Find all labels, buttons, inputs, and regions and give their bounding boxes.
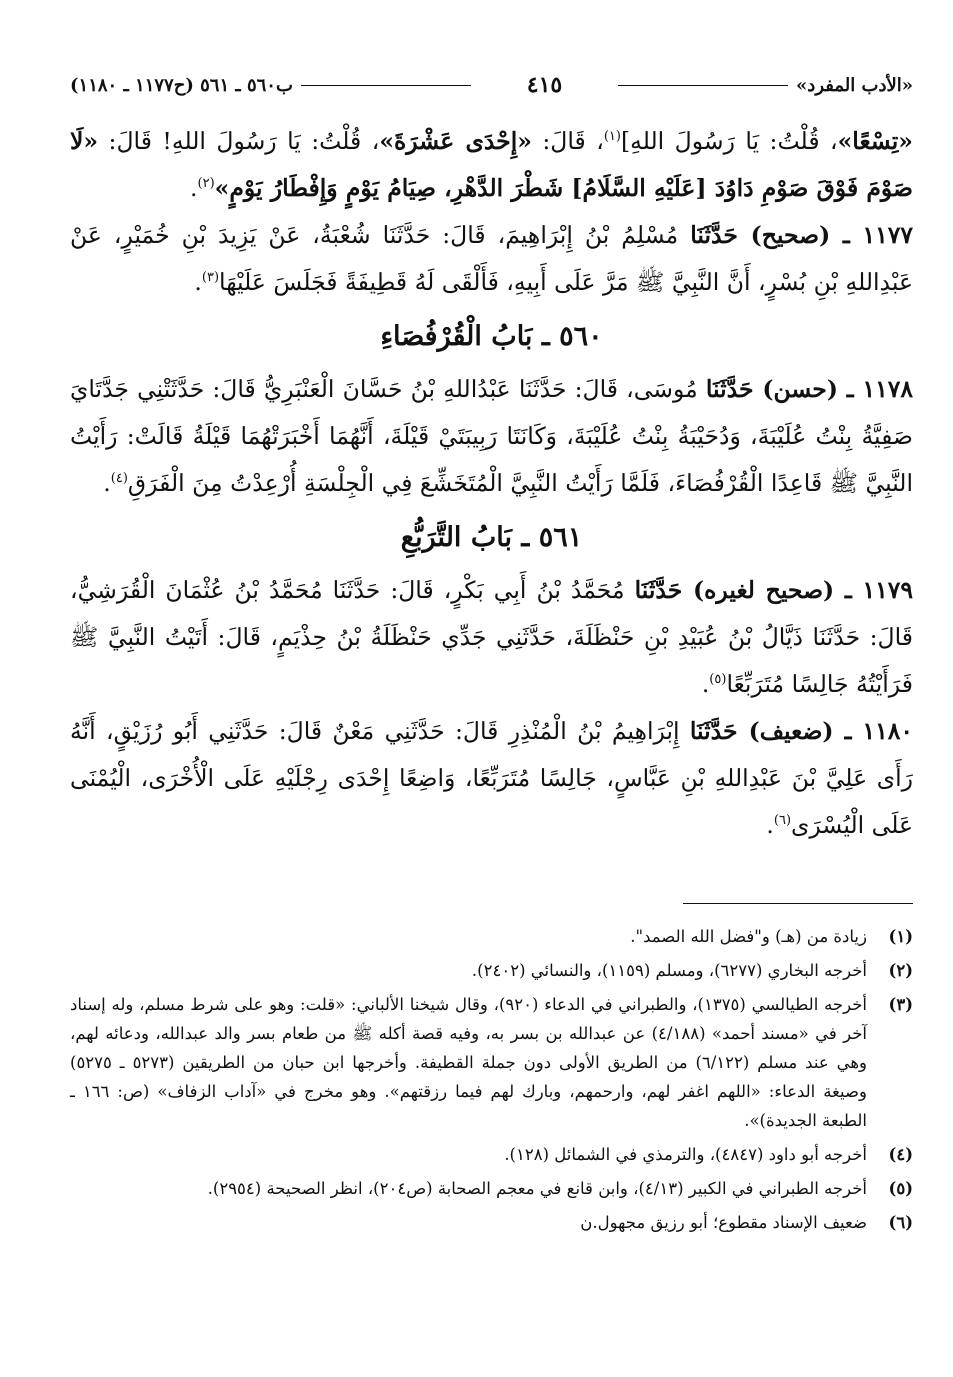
section-range: ب٥٦٠ ـ ٥٦١ (ح١١٧٧ ـ ١١٨٠) bbox=[70, 75, 479, 96]
hadith-paragraph bbox=[70, 118, 913, 212]
footnote-item bbox=[70, 1174, 913, 1203]
header-rule-left bbox=[301, 85, 471, 86]
bold-text: حَدَّثَنَا bbox=[705, 375, 754, 403]
footnote-text: ضعيف الإسناد مقطوع؛ أبو رزيق مجهول.ن bbox=[580, 1213, 867, 1232]
bold-text: حَدَّثَنَا bbox=[689, 717, 738, 745]
footnote-item bbox=[70, 956, 913, 985]
bold-text: ١١٧٨ ـ (حسن) bbox=[753, 375, 913, 403]
page-number: ٤١٥ bbox=[526, 72, 563, 98]
footnote-number: (٦) bbox=[888, 1213, 913, 1232]
footnotes bbox=[70, 922, 913, 1242]
chapter-heading: ٥٦٠ ـ بَابُ الْقُرْفُصَاءِ bbox=[380, 321, 603, 352]
footnote-number: (٣) bbox=[888, 995, 913, 1014]
footnote-text: أخرجه البخاري (٦٢٧٧)، ومسلم (١١٥٩)، والنسائي (٢٤٠٢). bbox=[471, 961, 867, 980]
text-run: مُسْلِمُ بْنُ إِبْرَاهِيمَ، قَالَ: حَدَّثَنَا شُعْبَةُ، عَنْ يَزِيدَ بْنِ خُمَيْرٍ، عَنْ عَبْدِاللهِ بْنِ بُسْرٍ، أَنَّ النَّبِيَّ ﷺ مَرَّ عَلَى أَبِيهِ، فَأَلْقَى لَهُ قَطِيفَةً فَجَلَسَ عَلَيْهَا bbox=[70, 221, 913, 296]
text-run: ، قُلْتُ: يَا رَسُولَ اللهِ! قَالَ: bbox=[98, 127, 380, 155]
text-run: . bbox=[194, 268, 202, 296]
bold-text: ١١٧٧ ـ (صحيح) bbox=[737, 221, 914, 249]
footnote-separator bbox=[683, 903, 913, 904]
footnote-text: أخرجه أبو داود (٤٨٤٧)، والترمذي في الشمائل (١٢٨). bbox=[504, 1145, 867, 1164]
bold-text: حَدَّثَنَا bbox=[690, 221, 738, 249]
footnote-item bbox=[70, 990, 913, 1135]
page-header bbox=[70, 68, 913, 102]
hadith-paragraph bbox=[70, 212, 913, 306]
book-page bbox=[70, 60, 913, 1350]
bold-text: حَدَّثَنَا bbox=[634, 576, 683, 604]
footnote-number: (٥) bbox=[888, 1179, 913, 1198]
hadith-paragraph bbox=[70, 366, 913, 507]
footnote-ref: (٣) bbox=[201, 270, 220, 286]
text-run: . bbox=[766, 811, 774, 839]
footnote-text: زيادة من (هـ) و"فضل الله الصمد". bbox=[630, 927, 867, 946]
main-text bbox=[70, 118, 913, 849]
text-run: إِبْرَاهِيمُ بْنُ الْمُنْذِرِ قَالَ: حَدَّثَنِي مَعْنٌ قَالَ: حَدَّثَنِي أَبُو رُزَيْقٍ، أَنَّهُ رَأَى عَلِيَّ بْنَ عَبْدِاللهِ بْنِ عَبَّاسٍ، جَالِسًا مُتَرَبِّعًا، وَاضِعًا إِحْدَى رِجْلَيْهِ عَلَى الْأُخْرَى، الْيُمْنَى عَلَى الْيُسْرَى bbox=[70, 717, 913, 839]
footnote-item bbox=[70, 922, 913, 951]
book-title: «الأدب المفرد» bbox=[610, 75, 913, 96]
footnote-text: أخرجه الطبراني في الكبير (٤/١٣)، وابن قانع في معجم الصحابة (ص٢٠٤)، انظر الصحيحة (٢٩٥٤). bbox=[207, 1179, 867, 1198]
footnote-item bbox=[70, 1208, 913, 1237]
footnote-ref: (١) bbox=[603, 129, 621, 145]
footnote-ref: (٢) bbox=[197, 176, 215, 192]
footnote-ref: (٥) bbox=[709, 672, 727, 688]
bold-text: «تِسْعًا» bbox=[837, 127, 913, 155]
bold-text: ١١٨٠ ـ (ضعيف) bbox=[737, 717, 913, 745]
footnote-ref: (٤) bbox=[110, 471, 128, 487]
text-run: مُوسَى، قَالَ: حَدَّثَنَا عَبْدُاللهِ بْنُ حَسَّانَ الْعَنْبَرِيُّ قَالَ: حَدَّثَتْنِي جَدَّتَايَ صَفِيَّةُ بِنْتُ عُلَيْبَةَ، وَدُحَيْبَةُ بِنْتُ عُلَيْبَةَ، وَكَانَتَا رَبِيبَتَيْ قَيْلَةَ، أَنَّهُمَا أَخْبَرَتْهُمَا قَيْلَةُ قَالَتْ: رَأَيْتُ النَّبِيَّ ﷺ قَاعِدًا الْقُرْفُصَاءَ، فَلَمَّا رَأَيْتُ النَّبِيَّ الْمُتَخَشِّعَ فِي الْجِلْسَةِ أُرْعِدْتُ مِنَ الْفَرَقِ bbox=[70, 375, 913, 497]
footnote-ref: (٦) bbox=[773, 813, 792, 829]
text-run: . bbox=[701, 670, 710, 698]
footnote-text: أخرجه الطيالسي (١٣٧٥)، والطبراني في الدعاء (٩٢٠)، وقال شيخنا الألباني: «قلت: وهو على شرط مسلم، وله إسناد آخر في «مسند أحمد» (٤/١٨٨) عن عبدالله بن بسر به، وفيه قصة أكله ﷺ من طعام بسر والد عبدالله، ودعائه لهم، وهي عند مسلم (٦/١٢٢) من الطريق الأولى دون جملة القطيفة. وأخرجها ابن حبان من الطريقين (٥٢٧٣ ـ ٥٢٧٥) وصيغة الدعاء: «اللهم اغفر لهم، وارحمهم، وبارك لهم فيما رزقتهم». وهو مخرج في «آداب الزفاف» (ص: ١٦٦ ـ الطبعة الجديدة)». bbox=[70, 995, 867, 1130]
bold-text: ١١٧٩ ـ (صحيح لغيره) bbox=[682, 576, 913, 604]
text-run: . bbox=[190, 174, 198, 202]
footnote-item bbox=[70, 1140, 913, 1169]
text-run: . bbox=[103, 469, 111, 497]
footnote-number: (٤) bbox=[888, 1145, 913, 1164]
text-run: مُحَمَّدُ بْنُ أَبِي بَكْرٍ، قَالَ: حَدَّثَنَا مُحَمَّدُ بْنُ عُثْمَانَ الْقُرَشِيُّ، قَالَ: حَدَّثَنَا ذَيَّالُ بْنُ عُبَيْدِ بْنِ حَنْظَلَةَ، حَدَّثَنِي جَدِّي حَنْظَلَةُ بْنُ حِذْيَمٍ، قَالَ: أَتَيْتُ النَّبِيَّ ﷺ فَرَأَيْتُهُ جَالِسًا مُتَرَبِّعًا bbox=[70, 576, 913, 698]
footnote-number: (١) bbox=[888, 927, 913, 946]
footnote-number: (٢) bbox=[888, 961, 913, 980]
hadith-paragraph bbox=[70, 567, 913, 708]
bold-text: «إِحْدَى عَشْرَةَ» bbox=[379, 127, 532, 155]
text-run: ، قُلْتُ: يَا رَسُولَ اللهِ] bbox=[620, 127, 838, 155]
hadith-paragraph bbox=[70, 708, 913, 849]
bold-text: «لَا صَوْمَ فَوْقَ صَوْمِ دَاوُدَ [عَلَيْهِ السَّلَامُ] شَطْرَ الدَّهْرِ، صِيَامُ يَوْمٍ وَإِفْطَارُ يَوْمٍ» bbox=[70, 127, 913, 202]
chapter-heading: ٥٦١ ـ بَابُ التَّرَبُّعِ bbox=[400, 522, 583, 553]
header-rule-right bbox=[618, 85, 788, 86]
text-run: ، قَالَ: bbox=[531, 127, 604, 155]
